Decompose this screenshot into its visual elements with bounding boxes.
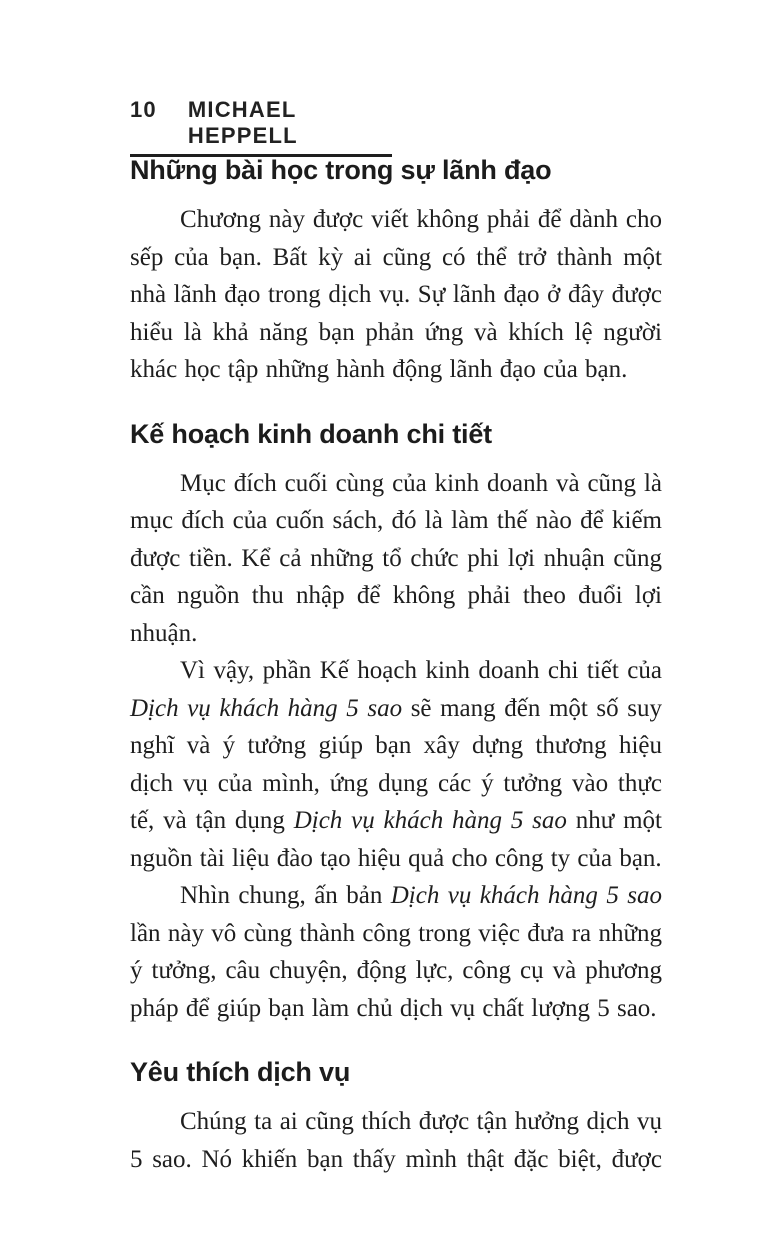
text-run: sẽ mang đến một số suy nghĩ và ý tưởng giúp bạn xây dựng thương hiệu dịch vụ của mình, ứng dụng các ý tưởng vào thực tế, và tận dụng xyxy=(130,694,662,834)
section-business-plan xyxy=(130,417,662,1028)
book-title-italic: Dịch vụ khách hàng 5 sao xyxy=(293,807,567,834)
text-run: lần này vô cùng thành công trong việc đưa ra những ý tưởng, câu chuyện, động lực, công cụ và phương pháp để giúp bạn làm chủ dịch vụ chất lượng 5 sao. xyxy=(130,919,662,1022)
paragraph xyxy=(130,1103,662,1178)
page-content xyxy=(130,153,662,1178)
book-title-italic: Dịch vụ khách hàng 5 sao xyxy=(130,694,403,722)
book-title-italic: Dịch vụ khách hàng 5 sao xyxy=(390,882,662,909)
page-number: 10 xyxy=(130,97,157,122)
text-run: Chúng ta ai cũng thích được tận hưởng dịch vụ 5 sao. Nó khiến bạn thấy mình thật đặc biệt, được xyxy=(130,1108,662,1173)
section-heading: Những bài học trong sự lãnh đạo xyxy=(130,155,552,185)
text-run: Mục đích cuối cùng của kinh doanh và cũng là mục đích của cuốn sách, đó là làm thế nào để kiếm được tiền. Kể cả những tổ chức phi lợi nhuận cũng cần nguồn thu nhập để không phải theo đuổi lợi nhuận. xyxy=(130,469,662,647)
text-run: như một nguồn tài liệu đào tạo hiệu quả cho công ty của bạn. xyxy=(130,807,662,872)
section-love-service xyxy=(130,1055,662,1178)
section-leadership-lessons xyxy=(130,153,662,389)
section-heading: Kế hoạch kinh doanh chi tiết xyxy=(130,418,492,449)
paragraph xyxy=(130,201,662,389)
running-head-title: MICHAEL HEPPELL xyxy=(187,97,298,148)
section-paragraphs xyxy=(130,1103,662,1178)
paragraph xyxy=(130,877,662,1027)
text-run: Nhìn chung, ấn bản xyxy=(180,882,391,909)
text-run: Chương này được viết không phải để dành cho sếp của bạn. Bất kỳ ai cũng có thể trở thành một nhà lãnh đạo trong dịch vụ. Sự lãnh đạo ở đây được hiểu là khả năng bạn phản ứng và khích lệ người khác học tập những hành động lãnh đạo của bạn. xyxy=(130,206,662,383)
section-heading: Yêu thích dịch vụ xyxy=(130,1057,351,1087)
running-header xyxy=(130,97,392,157)
paragraph xyxy=(130,652,662,877)
section-paragraphs xyxy=(130,201,662,389)
section-paragraphs xyxy=(130,465,662,1028)
paragraph xyxy=(130,465,662,653)
text-run: Vì vậy, phần Kế hoạch kinh doanh chi tiết của xyxy=(180,657,662,684)
